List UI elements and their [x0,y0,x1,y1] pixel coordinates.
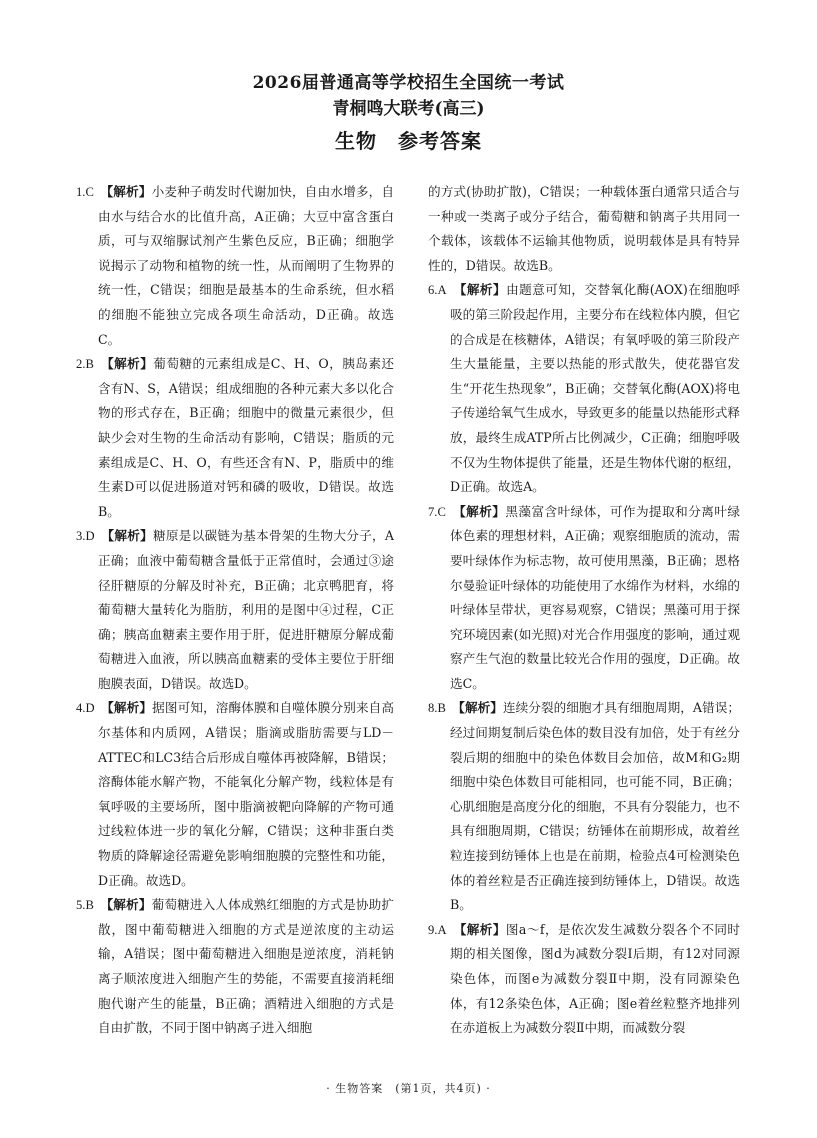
answer-item: 7.C 【解析】黑藻富含叶绿体，可作为提取和分离叶绿体色素的理想材料，A正确；观察细胞质的流动，需要叶绿体作为标志物，故可使用黑藻，B正确；恩格尔曼验证叶绿体的功能使用了水绵作为材料，水绵的叶绿体呈带状，更容易观察，C错误；黑藻可用于探究环境因素(如光照)对光合作用强度的影响，通过观察产生气泡的数量比较光合作用的强度，D正确。故选C。 [428,503,740,691]
exam-title: 2026届普通高等学校招生全国统一考试 [252,73,565,93]
right-column [428,180,740,1041]
answer-key-title: 生物 参考答案 [335,129,482,153]
answer-continuation: 的方式(协助扩散)，C错误；一种载体蛋白通常只适合与一种或一类离子或分子结合，葡萄糖和钠离子共用同一个载体，该载体不运输其他物质，说明载体是具有特异性的，D错误。故选B。 [428,184,740,273]
left-column [76,180,394,1041]
answer-item: 2.B 【解析】葡萄糖的元素组成是C、H、O，胰岛素还含有N、S，A错误；组成细胞的各种元素大多以化合物的形式存在，B正确；细胞中的微量元素很少，但缺少会对生物的生命活动有影响，C错误；脂质的元素组成是C、H、O，有些还含有N、P，脂质中的维生素D可以促进肠道对钙和磷的吸收，D错误。故选B。 [76,356,395,519]
answer-item: 3.D 【解析】糖原是以碳链为基本骨架的生物大分子，A正确；血液中葡萄糖含量低于正常值时，会通过③途径肝糖原的分解及时补充，B正确；北京鸭肥育，将葡萄糖大量转化为脂肪，利用的是图中④过程，C正确；胰高血糖素主要作用于肝，促进肝糖原分解成葡萄糖进入血液，所以胰高血糖素的受体主要位于肝细胞膜表面，D错误。故选D。 [76,528,395,691]
answer-item: 8.B 【解析】连续分裂的细胞才具有细胞周期，A错误；经过间期复制后染色体的数目没有加倍，处于有丝分裂后期的细胞中的染色体数目会加倍，故M和G₂期细胞中染色体数目可能相同，也可能不同，B正确；心肌细胞是高度分化的细胞，不具有分裂能力，也不具有细胞周期，C错误；纺锤体在前期形成，故着丝粒连接到纺锤体上也是在前期，检验点4可检测染色体的着丝粒是否正确连接到纺锤体上，D错误。故选B。 [428,700,740,913]
answer-item: 1.C 【解析】小麦种子萌发时代谢加快，自由水增多，自由水与结合水的比值升高，A正确；大豆中富含蛋白质，可与双缩脲试剂产生紫色反应，B正确；细胞学说揭示了动物和植物的统一性，从而阐明了生物界的统一性，C错误；细胞是最基本的生命系统，但水稻的细胞不能独立完成各项生命活动，D正确。故选C。 [76,184,395,347]
answer-item: 5.B 【解析】葡萄糖进入人体成熟红细胞的方式是协助扩散，图中葡萄糖进入细胞的方式是逆浓度的主动运输，A错误；图中葡萄糖进入细胞是逆浓度，消耗钠离子顺浓度进入细胞产生的势能，不需要直接消耗细胞代谢产生的能量，B正确；酒精进入细胞的方式是自由扩散，不同于图中钠离子进入细胞 [76,897,395,1036]
answer-item: 9.A 【解析】图a～f，是依次发生减数分裂各个不同时期的相关图像，图d为减数分裂Ⅰ后期，有12对同源染色体，而图e为减数分裂Ⅱ中期，没有同源染色体，有12条染色体，A正确；图e着丝粒整齐地排列在赤道板上为减数分裂Ⅱ中期，而减数分裂 [428,921,741,1036]
page-footer: · 生物答案 (第1页，共4页) · [326,1082,491,1095]
page-header [0,70,817,156]
answer-item: 6.A 【解析】由题意可知，交替氧化酶(AOX)在细胞呼吸的第三阶段起作用，主要分布在线粒体内膜，但它的合成是在核糖体，A错误；有氧呼吸的第三阶段产生大量能量，主要以热能的形式散失，使花器官发生“开花生热现象”，B正确；交替氧化酶(AOX)将电子传递给氧气生成水，导致更多的能量以热能形式释放，最终生成ATP所占比例减少，C正确；细胞呼吸不仅为生物体提供了能量，还是生物体代谢的枢纽，D正确。故选A。 [428,282,741,495]
exam-subtitle: 青桐鸣大联考(高三) [332,99,485,119]
answer-item: 4.D 【解析】据图可知，溶酶体膜和自噬体膜分别来自高尔基体和内质网，A错误；脂滴或脂肪需要与LD－ATTEC和LC3结合后形成自噬体再被降解，B错误；溶酶体能水解产物，不能氧化分解产物，线粒体是有氧呼吸的主要场所，图中脂滴被靶向降解的产物可通过线粒体进一步的氧化分解，C错误；这种非蛋白类物质的降解途径需避免影响细胞膜的完整性和功能，D正确。故选D。 [76,700,395,888]
